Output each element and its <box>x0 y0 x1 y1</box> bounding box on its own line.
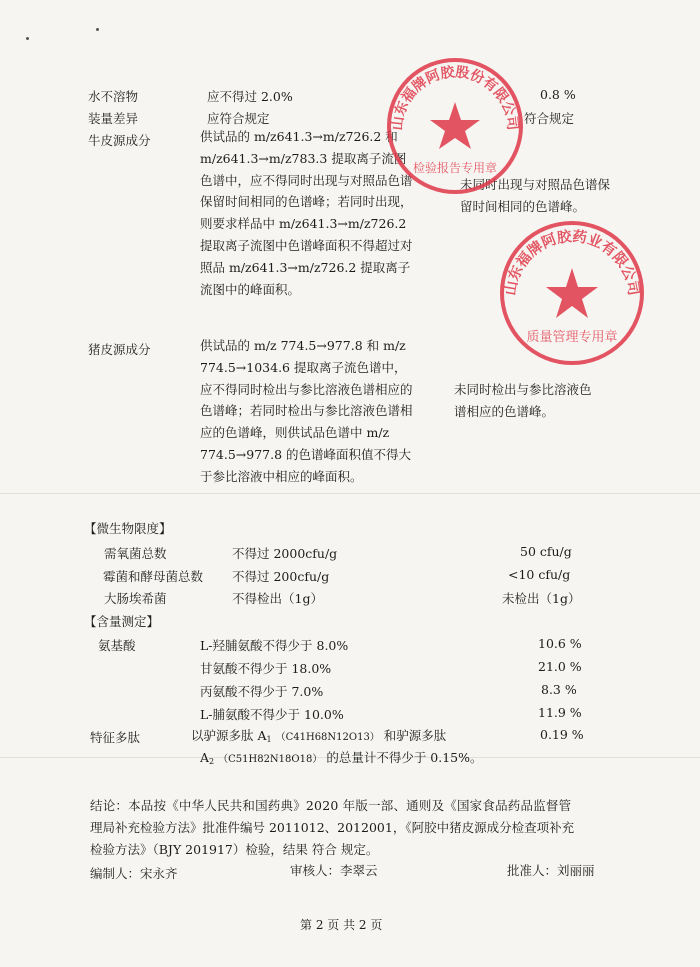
loading-standard: 应符合规定 <box>207 111 270 126</box>
svg-text:质量管理专用章: 质量管理专用章 <box>526 330 618 345</box>
ala-result: 8.3 % <box>541 682 577 697</box>
insoluble-name: 水不溶物 <box>88 89 139 104</box>
porcine-standard: 供试品的 m/z 774.5→977.8 和 m/z 774.5→1034.6 提取离子流色谱中，应不得同时检出与参比溶液色谱相应的色谱峰；若同时检出与参比溶液色谱相应的色谱峰，则供试品色谱中 m/z 774.5→977.8 的色谱峰面积值不得大于参比溶液中相应的峰面积。 <box>200 338 413 484</box>
reviewer-signature: 审核人：李翠云 <box>290 863 378 878</box>
a1-subscript: 1 <box>266 735 272 744</box>
bovine-name: 牛皮源成分 <box>88 133 151 148</box>
svg-text:山东福牌阿胶药业有限公司: 山东福牌阿胶药业有限公司 <box>501 228 643 297</box>
pro-result: 11.9 % <box>538 705 582 720</box>
a2-subscript: 2 <box>209 757 215 766</box>
conclusion-line1: 结论：本品按《中华人民共和国药典》2020 年版一部、通则及《国家食品药品监督管 <box>90 798 572 813</box>
mold-name: 霉菌和酵母菌总数 <box>103 569 204 584</box>
pro-standard: L-脯氨酸不得少于 10.0% <box>200 707 344 722</box>
approver-signature: 批准人：刘丽丽 <box>507 863 595 878</box>
peptide-line1 <box>191 726 446 744</box>
loading-name: 装量差异 <box>88 111 139 126</box>
conclusion-line3: 检验方法》（BJY 201917）检验，结果 符合 规定。 <box>90 842 379 857</box>
aerobic-result: 50 cfu/g <box>520 544 572 559</box>
a1-formula: （C41H68N12O13） <box>275 732 380 743</box>
assay-header: 【含量测定】 <box>84 614 160 629</box>
micro-header: 【微生物限度】 <box>84 521 172 536</box>
svg-text:检验报告专用章: 检验报告专用章 <box>412 161 498 175</box>
svg-text:山东福牌阿胶股份有限公司: 山东福牌阿胶股份有限公司 <box>389 64 521 132</box>
hyp-standard: L-羟脯氨酸不得少于 8.0% <box>200 638 349 653</box>
assay-name: 氨基酸 <box>98 638 136 653</box>
insoluble-standard: 应不得过 2.0% <box>207 89 293 104</box>
peptide-result: 0.19 % <box>540 727 584 742</box>
porcine-name: 猪皮源成分 <box>88 342 151 357</box>
mold-standard: 不得过 200cfu/g <box>232 569 330 584</box>
bovine-standard: 供试品的 m/z641.3→m/z726.2 和 m/z641.3→m/z783.3 提取离子流图色谱中，应不得同时出现与对照品色谱保留时间相同的色谱峰；若同时出现，则要求样品中 m/z641.3→m/z726.2 提取离子流图中色谱峰面积不得超过对照品 m/z641.3→m/z726.2 提取离子流图中的峰面积。 <box>200 129 413 297</box>
peptide-line2-head: A <box>200 750 210 765</box>
a2-formula: （C51H82N18O18） <box>218 754 323 765</box>
conclusion-line2: 理局补充检验方法》批准件编号 2011012、2012001，《阿胶中猪皮源成分检查项补充 <box>90 820 575 835</box>
bovine-result: 未同时出现与对照品色谱保留时间相同的色谱峰。 <box>460 177 611 214</box>
scan-speck <box>96 28 99 31</box>
scan-speck <box>26 37 29 40</box>
ala-standard: 丙氨酸不得少于 7.0% <box>200 684 324 699</box>
insoluble-result: 0.8 % <box>540 87 576 102</box>
hyp-result: 10.6 % <box>538 636 582 651</box>
peptide-line1-head: 以驴源多肽 A <box>191 728 267 743</box>
loading-result: 符合规定 <box>524 111 575 126</box>
aerobic-standard: 不得过 2000cfu/g <box>232 546 338 561</box>
mold-result: <10 cfu/g <box>508 567 571 582</box>
inspection-report-seal <box>379 50 531 202</box>
ecoli-standard: 不得检出（1g） <box>232 591 323 606</box>
fold-line <box>0 493 700 494</box>
gly-result: 21.0 % <box>538 659 582 674</box>
quality-management-seal <box>492 213 652 373</box>
porcine-result: 未同时检出与参比溶液色谱相应的色谱峰。 <box>454 382 592 419</box>
peptide-line2 <box>200 748 483 766</box>
peptide-line1-tail: 和驴源多肽 <box>383 728 447 743</box>
peptide-name: 特征多肽 <box>90 730 141 745</box>
aerobic-name: 需氧菌总数 <box>104 546 167 561</box>
ecoli-name: 大肠埃希菌 <box>104 591 167 606</box>
peptide-line2-tail: 的总量计不得少于 0.15%。 <box>326 750 483 765</box>
page-footer: 第 2 页 共 2 页 <box>300 918 383 932</box>
editor-signature: 编制人：宋永齐 <box>90 866 178 881</box>
gly-standard: 甘氨酸不得少于 18.0% <box>200 661 332 676</box>
ecoli-result: 未检出（1g） <box>502 591 581 606</box>
